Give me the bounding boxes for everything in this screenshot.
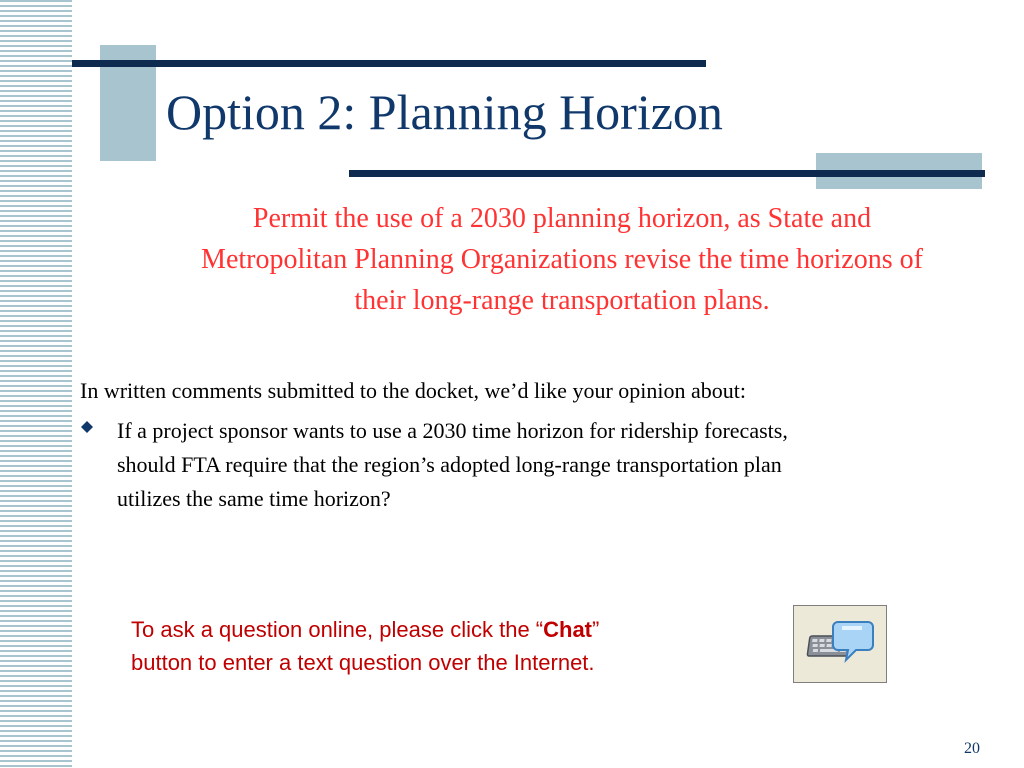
decorative-rule-top	[72, 60, 706, 67]
bullet-line: If a project sponsor wants to use a 2030 time horizon for ridership forecasts,	[117, 418, 788, 443]
subtitle-line: Permit the use of a 2030 planning horizon, as State and	[252, 203, 872, 234]
keyboard-speech-bubble-icon	[794, 606, 888, 684]
page-number: 20	[964, 740, 980, 757]
bullet-item	[80, 414, 1000, 516]
chat-button[interactable]	[793, 605, 887, 683]
chat-instructions-line-2: button to enter a text question over the Internet.	[131, 650, 595, 675]
subtitle-line: their long-range transportation plans.	[354, 285, 770, 316]
subtitle-line: Metropolitan Planning Organizations revise the time horizons of	[201, 244, 923, 275]
bullet-line: should FTA require that the region’s adopted long-range transportation plan	[117, 452, 782, 477]
diamond-bullet-icon	[80, 420, 94, 434]
chat-word: Chat	[543, 617, 593, 642]
decorative-rule-middle	[349, 170, 985, 177]
decorative-stripes	[0, 0, 72, 768]
chat-prefix: To ask a question online, please click the “	[131, 617, 544, 642]
bullet-text	[117, 414, 1000, 516]
chat-instructions	[131, 613, 771, 679]
slide-subtitle	[100, 198, 1024, 321]
intro-text: In written comments submitted to the docket, we’d like your opinion about:	[80, 378, 746, 403]
chat-instructions-line-1	[131, 613, 771, 646]
chat-suffix: ”	[592, 617, 600, 642]
bullet-line: utilizes the same time horizon?	[117, 486, 391, 511]
slide-title: Option 2: Planning Horizon	[166, 84, 723, 140]
